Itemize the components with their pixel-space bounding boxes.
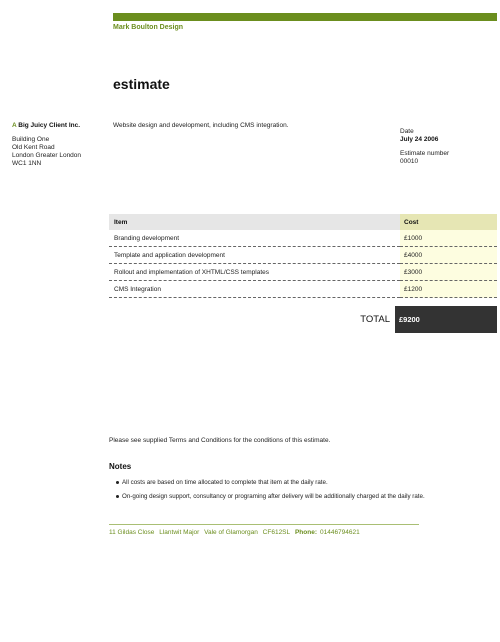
cost-cell: £4000 bbox=[400, 247, 497, 264]
client-address-block bbox=[12, 122, 81, 168]
client-address-line: Old Kent Road bbox=[12, 144, 55, 151]
item-cell: Branding development bbox=[109, 230, 400, 247]
client-address-line: Building One bbox=[12, 136, 50, 143]
footer-divider bbox=[109, 524, 419, 525]
list-item: All costs are based on time allocated to complete that item at the daily rate. bbox=[109, 478, 425, 492]
cost-column-header: Cost bbox=[400, 214, 497, 230]
footer-town: Llantwit Major bbox=[159, 529, 200, 536]
project-description: Website design and development, including CMS integration. bbox=[113, 122, 289, 129]
date-value: July 24 2006 bbox=[400, 136, 439, 143]
footer-phone-label: Phone: bbox=[294, 529, 317, 536]
cost-cell: £1000 bbox=[400, 230, 497, 247]
terms-notice: Please see supplied Terms and Conditions for the conditions of this estimate. bbox=[109, 437, 331, 444]
footer-street: 11 Gildas Close bbox=[109, 529, 155, 536]
total-value: £9200 bbox=[395, 306, 497, 333]
footer-contact bbox=[109, 529, 363, 536]
footer-postcode: CF612SL bbox=[262, 529, 291, 536]
brand-bar bbox=[113, 13, 497, 21]
client-address-line: WC1 1NN bbox=[12, 160, 42, 167]
cost-cell: £1200 bbox=[400, 281, 497, 298]
estimate-items-table bbox=[109, 214, 497, 298]
item-cell: CMS Integration bbox=[109, 281, 400, 298]
table-row bbox=[109, 230, 497, 247]
cost-cell: £3000 bbox=[400, 264, 497, 281]
list-item: On-going design support, consultancy or programing after delivery will be additionally charged at the daily rate. bbox=[109, 492, 425, 506]
table-row bbox=[109, 281, 497, 298]
notes-list bbox=[109, 478, 425, 506]
footer-county: Vale of Glamorgan bbox=[204, 529, 258, 536]
client-name-initial: A bbox=[12, 122, 17, 129]
estimate-meta bbox=[400, 128, 449, 166]
total-label: TOTAL bbox=[360, 314, 390, 325]
client-address-line: London Greater London bbox=[12, 152, 82, 159]
item-cell: Template and application development bbox=[109, 247, 400, 264]
client-name bbox=[12, 122, 81, 130]
notes-heading: Notes bbox=[109, 462, 132, 471]
table-header-row bbox=[109, 214, 497, 230]
document-title: estimate bbox=[113, 76, 170, 92]
estimate-number-label: Estimate number bbox=[400, 150, 450, 157]
estimate-number-value: 00010 bbox=[400, 158, 419, 165]
footer-phone: 01446794621 bbox=[319, 529, 360, 536]
table-row bbox=[109, 247, 497, 264]
item-cell: Rollout and implementation of XHTML/CSS templates bbox=[109, 264, 400, 281]
date-label: Date bbox=[400, 128, 414, 135]
client-name-rest: Big Juicy Client Inc. bbox=[16, 122, 81, 129]
brand-name: Mark Boulton Design bbox=[113, 24, 184, 31]
table-row bbox=[109, 264, 497, 281]
item-column-header: Item bbox=[109, 214, 400, 230]
